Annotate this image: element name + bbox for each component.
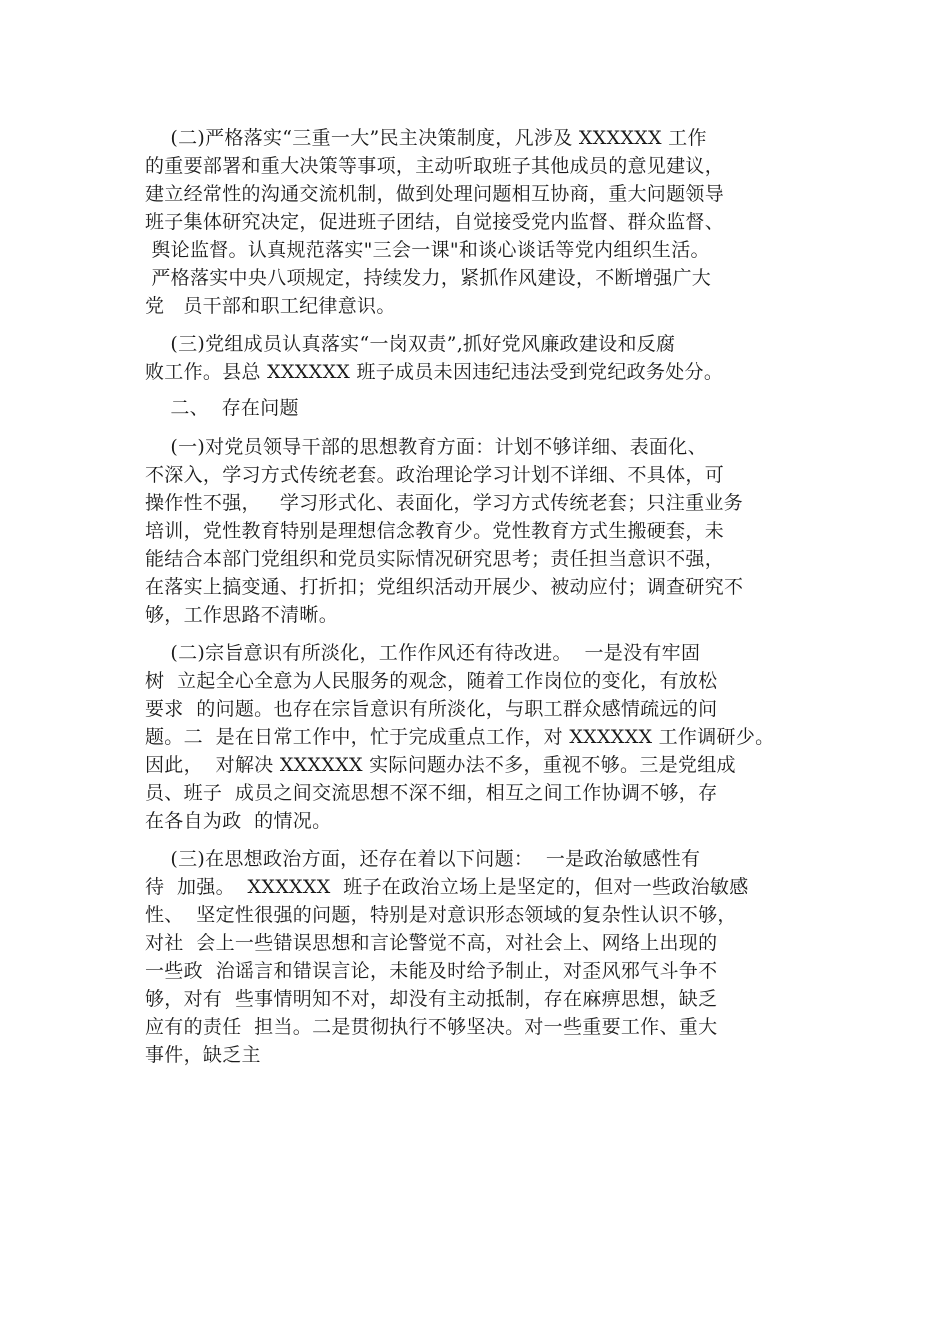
text-line: 操作性不强， 学习形式化、表面化，学习方式传统老套；只注重业务 (145, 492, 744, 514)
text-line: 能结合本部门党组织和党员实际情况研究思考；责任担当意识不强， (145, 548, 725, 570)
text-line: 员、班子 成员之间交流思想不深不细，相互之间工作协调不够，存 (145, 782, 718, 804)
text-line: 够，对有 些事情明知不对，却没有主动抵制，存在麻痹思想，缺乏 (145, 988, 718, 1010)
text-line: 对社 会上一些错误思想和言论警觉不高，对社会上、网络上出现的 (145, 932, 718, 954)
text-line: (三)在思想政治方面，还存在着以下问题： 一是政治敏感性有 (145, 848, 701, 870)
text-line: 在各自为政 的情况。 (145, 810, 332, 832)
text-line: 一些政 治谣言和错误言论，未能及时给予制止，对歪风邪气斗争不 (145, 960, 718, 982)
text-line: 因此， 对解决 XXXXXX 实际问题办法不多，重视不够。三是党组成 (145, 754, 736, 776)
text-line: (二)严格落实“三重一大”民主决策制度，凡涉及 XXXXXX 工作 (145, 127, 707, 149)
text-line: 严格落实中央八项规定，持续发力，紧抓作风建设，不断增强广大 (145, 267, 712, 289)
text-line: 够，工作思路不清晰。 (145, 604, 339, 626)
text-line: 的重要部署和重大决策等事项，主动听取班子其他成员的意见建议， (145, 155, 725, 177)
section-heading-problems: 二、 存在问题 (145, 397, 299, 419)
text-line: 培训，党性教育特别是理想信念教育少。党性教育方式生搬硬套，未 (145, 520, 725, 542)
text-line: 党 员干部和职工纪律意识。 (145, 295, 396, 317)
document-body (145, 124, 815, 1079)
text-line: 事件，缺乏主 (145, 1044, 261, 1066)
text-line: 要求 的问题。也存在宗旨意识有所淡化，与职工群众感情疏远的问 (145, 698, 718, 720)
paragraph-problem-2-purpose-awareness (145, 639, 815, 835)
text-line: (二)宗旨意识有所淡化，工作作风还有待改进。 一是没有牢固 (145, 642, 701, 664)
paragraph-2-decision-making (145, 124, 815, 320)
text-line: 不深入，学习方式传统老套。政治理论学习计划不详细、不具体，可 (145, 464, 725, 486)
text-line: 应有的责任 担当。二是贯彻执行不够坚决。对一些重要工作、重大 (145, 1016, 718, 1038)
paragraph-3-dual-responsibility (145, 330, 815, 386)
text-line: 在落实上搞变通、打折扣；党组织活动开展少、被动应付；调查研究不 (145, 576, 744, 598)
text-line: 败工作。县总 XXXXXX 班子成员未因违纪违法受到党纪政务处分。 (145, 361, 724, 383)
text-line: 题。二 是在日常工作中，忙于完成重点工作，对 XXXXXX 工作调研少。 (145, 726, 775, 748)
text-line: 性、 坚定性很强的问题，特别是对意识形态领域的复杂性认识不够， (145, 904, 737, 926)
text-line: 舆论监督。认真规范落实"三会一课"和谈心谈话等党内组织生活。 (145, 239, 710, 261)
text-line: 树 立起全心全意为人民服务的观念，随着工作岗位的变化，有放松 (145, 670, 718, 692)
text-line: 待 加强。 XXXXXX 班子在政治立场上是坚定的，但对一些政治敏感 (145, 876, 749, 898)
text-line: 班子集体研究决定，促进班子团结，自觉接受党内监督、群众监督、 (145, 211, 725, 233)
text-line: (一)对党员领导干部的思想教育方面：计划不够详细、表面化、 (145, 436, 707, 458)
text-line: 建立经常性的沟通交流机制，做到处理问题相互协商，重大问题领导 (145, 183, 725, 205)
paragraph-problem-1-ideological-education (145, 433, 815, 629)
paragraph-problem-3-political-thought (145, 845, 815, 1069)
text-line: (三)党组成员认真落实“一岗双责”,抓好党风廉政建设和反腐 (145, 333, 676, 355)
